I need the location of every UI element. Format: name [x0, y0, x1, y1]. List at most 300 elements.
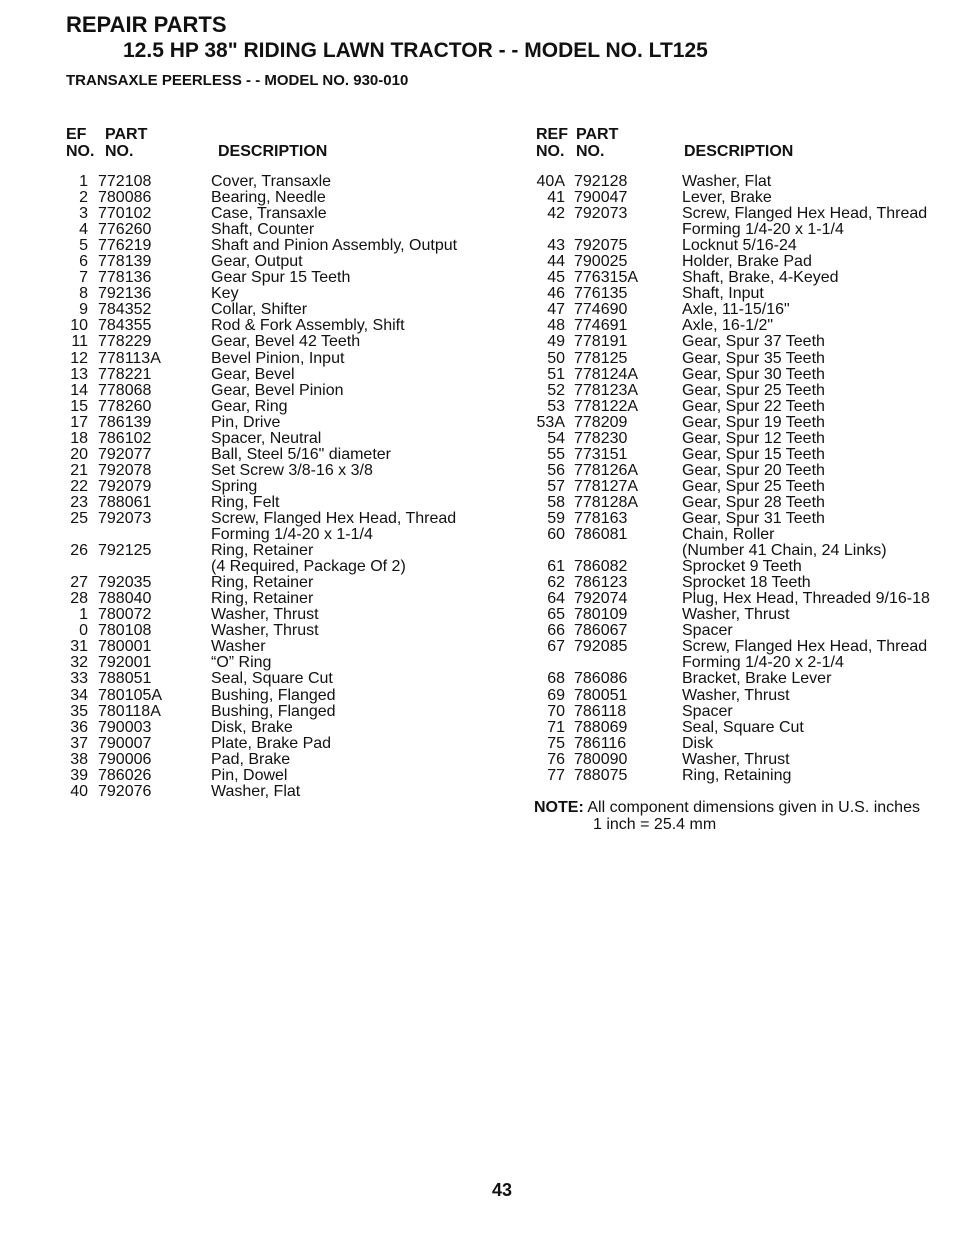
part-number: 792078: [98, 461, 152, 479]
part-description: Ring, Retaining: [682, 766, 792, 784]
part-number: 792136: [98, 285, 152, 303]
part-description: Seal, Square Cut: [682, 718, 804, 736]
part-number: 792073: [98, 509, 152, 527]
table-row: [534, 351, 944, 367]
part-number: 786067: [574, 622, 628, 640]
table-row: [60, 591, 480, 607]
part-description: Gear, Spur 15 Teeth: [682, 445, 825, 463]
table-row: [534, 431, 944, 447]
ref-number: 57: [547, 477, 565, 495]
part-number: 786123: [574, 574, 628, 592]
ref-number: 65: [547, 606, 565, 624]
table-row: [60, 174, 480, 190]
part-number: 788075: [574, 766, 628, 784]
note-label: NOTE:: [534, 799, 584, 816]
ref-number: 52: [547, 381, 565, 399]
ref-number: 61: [547, 558, 565, 576]
table-row: [60, 351, 480, 367]
part-description: Chain, Roller: [682, 526, 775, 544]
table-row: [534, 655, 944, 671]
part-number: 778124A: [574, 365, 639, 383]
ref-number: 10: [70, 317, 88, 335]
ref-number: 68: [547, 670, 565, 688]
table-row: [60, 543, 480, 559]
part-description: Gear, Bevel Pinion: [211, 381, 344, 399]
ref-number: 49: [547, 333, 565, 351]
ref-number: 23: [70, 493, 88, 511]
left-ref-header-line2: NO.: [66, 143, 95, 160]
part-number: 790025: [574, 253, 628, 271]
part-description: Seal, Square Cut: [211, 670, 333, 688]
ref-number: 60: [547, 526, 565, 544]
part-number: 792125: [98, 542, 152, 560]
table-row: [60, 302, 480, 318]
part-description: Gear, Output: [211, 253, 303, 271]
note: [534, 799, 920, 833]
table-row: [534, 254, 944, 270]
ref-number: 69: [547, 686, 565, 704]
part-description: Washer, Thrust: [682, 686, 790, 704]
table-row: [60, 367, 480, 383]
part-number: 778229: [98, 333, 152, 351]
note-line2: 1 inch = 25.4 mm: [593, 816, 717, 833]
part-description: Pin, Drive: [211, 413, 281, 431]
ref-number: 28: [70, 590, 88, 608]
part-description: Plug, Hex Head, Threaded 9/16-18: [682, 590, 930, 608]
table-row: [534, 688, 944, 704]
part-number: 792073: [574, 205, 628, 223]
part-number: 780086: [98, 189, 152, 207]
part-number: 780105A: [98, 686, 163, 704]
right-part-header-line2: NO.: [576, 143, 605, 160]
ref-number: 44: [547, 253, 565, 271]
part-description: Shaft, Brake, 4-Keyed: [682, 269, 839, 287]
ref-number: 67: [547, 638, 565, 656]
table-row: [534, 447, 944, 463]
part-description: Screw, Flanged Hex Head, Thread: [211, 509, 457, 527]
part-description: Shaft and Pinion Assembly, Output: [211, 237, 458, 255]
ref-number: 66: [547, 622, 565, 640]
part-description: Gear, Spur 30 Teeth: [682, 365, 825, 383]
part-description: Washer, Thrust: [211, 622, 319, 640]
part-description: Gear, Spur 22 Teeth: [682, 397, 825, 415]
ref-number: 15: [70, 397, 88, 415]
part-description: Shaft, Input: [682, 285, 764, 303]
table-row: [60, 688, 480, 704]
part-description: Ball, Steel 5/16" diameter: [211, 445, 391, 463]
ref-number: 36: [70, 718, 88, 736]
table-row: [60, 607, 480, 623]
table-row: [534, 222, 944, 238]
part-description: Washer, Thrust: [682, 750, 790, 768]
table-row: [60, 190, 480, 206]
part-description: Cover, Transaxle: [211, 173, 332, 190]
ref-number: 25: [70, 509, 88, 527]
ref-number: 6: [79, 253, 88, 271]
part-description: Gear, Spur 20 Teeth: [682, 461, 825, 479]
right-part-header-line1: PART: [576, 126, 619, 143]
part-description: (Number 41 Chain, 24 Links): [682, 542, 887, 560]
table-row: [534, 415, 944, 431]
ref-number: 50: [547, 349, 565, 367]
part-description: Locknut 5/16-24: [682, 237, 797, 255]
part-number: 770102: [98, 205, 152, 223]
ref-number: 71: [547, 718, 565, 736]
part-description: Set Screw 3/8-16 x 3/8: [211, 461, 373, 479]
ref-number: 13: [70, 365, 88, 383]
part-number: 784352: [98, 301, 152, 319]
ref-number: 76: [547, 750, 565, 768]
part-number: 780109: [574, 606, 628, 624]
table-row: [60, 399, 480, 415]
part-number: 792128: [574, 173, 628, 190]
ref-number: 3: [79, 205, 88, 223]
part-description: Gear, Spur 12 Teeth: [682, 429, 825, 447]
ref-number: 70: [547, 702, 565, 720]
table-row: [60, 383, 480, 399]
part-description: Spacer: [682, 622, 733, 640]
part-description: Case, Transaxle: [211, 205, 327, 223]
ref-number: 42: [547, 205, 565, 223]
ref-number: 21: [70, 461, 88, 479]
part-description: Collar, Shifter: [211, 301, 308, 319]
part-number: 780090: [574, 750, 628, 768]
table-row: [60, 575, 480, 591]
note-line1: All component dimensions given in U.S. inches: [587, 799, 920, 816]
table-row: [534, 399, 944, 415]
ref-number: 53A: [536, 413, 565, 431]
part-number: 778191: [574, 333, 628, 351]
part-description: Bracket, Brake Lever: [682, 670, 832, 688]
part-description: Gear, Spur 31 Teeth: [682, 509, 825, 527]
part-number: 780051: [574, 686, 628, 704]
part-number: 792077: [98, 445, 152, 463]
ref-number: 32: [70, 654, 88, 672]
part-description: Axle, 16-1/2": [682, 317, 774, 335]
table-row: [60, 511, 480, 527]
part-description: Forming 1/4-20 x 1-1/4: [211, 526, 373, 544]
part-number: 778122A: [574, 397, 639, 415]
table-row: [534, 238, 944, 254]
ref-number: 45: [547, 269, 565, 287]
table-row: [60, 254, 480, 270]
table-row: [60, 736, 480, 752]
ref-number: 12: [70, 349, 88, 367]
ref-number: 40: [70, 782, 88, 800]
part-number: 776135: [574, 285, 628, 303]
part-description: Gear, Spur 19 Teeth: [682, 413, 825, 431]
ref-number: 51: [547, 365, 565, 383]
table-row: [534, 623, 944, 639]
part-description: Forming 1/4-20 x 1-1/4: [682, 221, 844, 239]
ref-number: 53: [547, 397, 565, 415]
page-title: REPAIR PARTS: [66, 12, 227, 37]
ref-number: 7: [79, 269, 88, 287]
table-row: [534, 736, 944, 752]
ref-number: 40A: [536, 173, 565, 190]
part-number: 776260: [98, 221, 152, 239]
ref-number: 62: [547, 574, 565, 592]
part-description: Rod & Fork Assembly, Shift: [211, 317, 405, 335]
part-number: 778136: [98, 269, 152, 287]
ref-number: 17: [70, 413, 88, 431]
part-number: 792074: [574, 590, 628, 608]
ref-number: 58: [547, 493, 565, 511]
part-description: Sprocket 18 Teeth: [682, 574, 811, 592]
part-number: 778126A: [574, 461, 639, 479]
part-description: Screw, Flanged Hex Head, Thread: [682, 205, 928, 223]
ref-number: 1: [79, 606, 88, 624]
ref-number: 31: [70, 638, 88, 656]
part-description: Gear, Spur 37 Teeth: [682, 333, 825, 351]
ref-number: 48: [547, 317, 565, 335]
table-row: [534, 543, 944, 559]
part-number: 778128A: [574, 493, 639, 511]
part-description: Gear, Spur 25 Teeth: [682, 381, 825, 399]
part-description: Gear, Bevel 42 Teeth: [211, 333, 361, 351]
table-row: [534, 768, 944, 784]
part-description: Disk, Brake: [211, 718, 293, 736]
part-number: 784355: [98, 317, 152, 335]
table-row: [534, 607, 944, 623]
part-number: 788061: [98, 493, 152, 511]
part-description: Spacer: [682, 702, 733, 720]
ref-number: 41: [547, 189, 565, 207]
table-row: [534, 511, 944, 527]
table-row: [534, 174, 944, 190]
left-part-header-line1: PART: [105, 126, 148, 143]
part-number: 792001: [98, 654, 152, 672]
part-description: Plate, Brake Pad: [211, 734, 332, 752]
part-number: 773151: [574, 445, 628, 463]
part-number: 778127A: [574, 477, 639, 495]
part-number: 788069: [574, 718, 628, 736]
table-row: [60, 479, 480, 495]
part-description: Gear, Spur 35 Teeth: [682, 349, 825, 367]
part-number: 778230: [574, 429, 628, 447]
page-number: 43: [491, 1180, 513, 1200]
left-parts-list: [60, 174, 480, 800]
right-parts-list: [534, 174, 944, 784]
part-description: Forming 1/4-20 x 2-1/4: [682, 654, 844, 672]
part-number: 772108: [98, 173, 152, 190]
part-number: 792076: [98, 782, 152, 800]
part-number: 786081: [574, 526, 628, 544]
part-description: Gear Spur 15 Teeth: [211, 269, 351, 287]
table-row: [60, 639, 480, 655]
table-row: [60, 238, 480, 254]
ref-number: 8: [79, 285, 88, 303]
table-row: [534, 367, 944, 383]
right-ref-header-line1: REF: [536, 126, 568, 143]
table-row: [60, 784, 480, 800]
part-number: 774690: [574, 301, 628, 319]
ref-number: 20: [70, 445, 88, 463]
ref-number: 34: [70, 686, 88, 704]
right-desc-header: DESCRIPTION: [684, 143, 794, 160]
part-description: Ring, Retainer: [211, 574, 314, 592]
table-row: [60, 768, 480, 784]
part-number: 778163: [574, 509, 628, 527]
part-number: 792075: [574, 237, 628, 255]
ref-number: 75: [547, 734, 565, 752]
table-row: [60, 720, 480, 736]
part-description: Washer, Thrust: [211, 606, 319, 624]
part-number: 776219: [98, 237, 152, 255]
table-row: [60, 559, 480, 575]
part-number: 786102: [98, 429, 152, 447]
table-row: [60, 752, 480, 768]
part-description: Pin, Dowel: [211, 766, 288, 784]
part-description: Spring: [211, 477, 258, 495]
part-description: Key: [211, 285, 239, 303]
ref-number: 27: [70, 574, 88, 592]
table-row: [60, 704, 480, 720]
part-number: 786082: [574, 558, 628, 576]
table-row: [60, 431, 480, 447]
part-number: 778260: [98, 397, 152, 415]
part-description: Screw, Flanged Hex Head, Thread: [682, 638, 928, 656]
table-row: [60, 495, 480, 511]
part-number: 788040: [98, 590, 152, 608]
part-description: (4 Required, Package Of 2): [211, 558, 406, 576]
part-number: 786116: [574, 734, 627, 752]
ref-number: 56: [547, 461, 565, 479]
part-description: Washer, Flat: [211, 782, 301, 800]
table-row: [60, 463, 480, 479]
part-number: 776315A: [574, 269, 639, 287]
part-description: Washer, Flat: [682, 173, 772, 190]
part-description: Holder, Brake Pad: [682, 253, 812, 271]
part-number: 790007: [98, 734, 152, 752]
table-row: [534, 318, 944, 334]
part-number: 790003: [98, 718, 152, 736]
table-row: [534, 479, 944, 495]
ref-number: 39: [70, 766, 88, 784]
part-description: Washer, Thrust: [682, 606, 790, 624]
part-number: 774691: [574, 317, 628, 335]
table-row: [60, 206, 480, 222]
ref-number: 64: [547, 590, 565, 608]
ref-number: 9: [79, 301, 88, 319]
part-number: 790047: [574, 189, 628, 207]
ref-number: 47: [547, 301, 565, 319]
ref-number: 1: [79, 173, 88, 190]
part-number: 786139: [98, 413, 152, 431]
part-number: 778221: [98, 365, 152, 383]
part-number: 778123A: [574, 381, 639, 399]
table-row: [60, 270, 480, 286]
part-description: Gear, Spur 28 Teeth: [682, 493, 825, 511]
ref-number: 4: [79, 221, 88, 239]
ref-number: 11: [71, 333, 88, 351]
part-number: 780001: [98, 638, 152, 656]
table-row: [534, 270, 944, 286]
table-row: [534, 591, 944, 607]
ref-number: 54: [547, 429, 565, 447]
table-row: [534, 639, 944, 655]
table-row: [534, 286, 944, 302]
part-number: 786118: [574, 702, 627, 720]
table-row: [60, 222, 480, 238]
part-number: 778068: [98, 381, 152, 399]
table-row: [60, 623, 480, 639]
ref-number: 0: [79, 622, 88, 640]
ref-number: 38: [70, 750, 88, 768]
part-description: Shaft, Counter: [211, 221, 315, 239]
part-description: Gear, Spur 25 Teeth: [682, 477, 825, 495]
table-row: [534, 495, 944, 511]
page-subtitle: 12.5 HP 38" RIDING LAWN TRACTOR - - MODEL NO. LT125: [123, 39, 708, 62]
right-ref-header-line2: NO.: [536, 143, 565, 160]
part-number: 790006: [98, 750, 152, 768]
part-number: 780118A: [98, 702, 161, 720]
part-number: 792079: [98, 477, 152, 495]
table-row: [60, 447, 480, 463]
part-description: Bushing, Flanged: [211, 702, 336, 720]
table-row: [60, 527, 480, 543]
part-description: Gear, Ring: [211, 397, 288, 415]
ref-number: 43: [547, 237, 565, 255]
part-description: Gear, Bevel: [211, 365, 295, 383]
part-number: 792035: [98, 574, 152, 592]
table-row: [534, 720, 944, 736]
ref-number: 22: [70, 477, 88, 495]
ref-number: 18: [70, 429, 88, 447]
part-description: Ring, Retainer: [211, 590, 314, 608]
part-number: 778139: [98, 253, 152, 271]
part-number: 786026: [98, 766, 152, 784]
table-row: [534, 752, 944, 768]
part-number: 786086: [574, 670, 628, 688]
part-description: Bevel Pinion, Input: [211, 349, 345, 367]
ref-number: 77: [547, 766, 565, 784]
table-row: [534, 383, 944, 399]
part-description: Disk: [682, 734, 714, 752]
part-number: 778209: [574, 413, 628, 431]
part-number: 780108: [98, 622, 152, 640]
part-number: 792085: [574, 638, 628, 656]
left-part-header-line2: NO.: [105, 143, 134, 160]
table-row: [60, 286, 480, 302]
ref-number: 26: [70, 542, 88, 560]
ref-number: 33: [70, 670, 88, 688]
ref-number: 59: [547, 509, 565, 527]
ref-number: 2: [79, 189, 88, 207]
table-row: [534, 527, 944, 543]
part-number: 788051: [98, 670, 152, 688]
table-row: [60, 415, 480, 431]
part-description: Ring, Felt: [211, 493, 280, 511]
part-description: Washer: [211, 638, 266, 656]
ref-number: 46: [547, 285, 565, 303]
ref-number: 14: [70, 381, 88, 399]
table-row: [534, 575, 944, 591]
part-description: Spacer, Neutral: [211, 429, 322, 447]
left-desc-header: DESCRIPTION: [218, 143, 328, 160]
table-row: [534, 671, 944, 687]
part-description: Bushing, Flanged: [211, 686, 336, 704]
part-description: Sprocket 9 Teeth: [682, 558, 802, 576]
part-number: 780072: [98, 606, 152, 624]
table-row: [534, 302, 944, 318]
table-row: [534, 190, 944, 206]
table-row: [534, 704, 944, 720]
table-row: [534, 334, 944, 350]
table-row: [60, 318, 480, 334]
ref-number: 5: [79, 237, 88, 255]
table-row: [60, 655, 480, 671]
